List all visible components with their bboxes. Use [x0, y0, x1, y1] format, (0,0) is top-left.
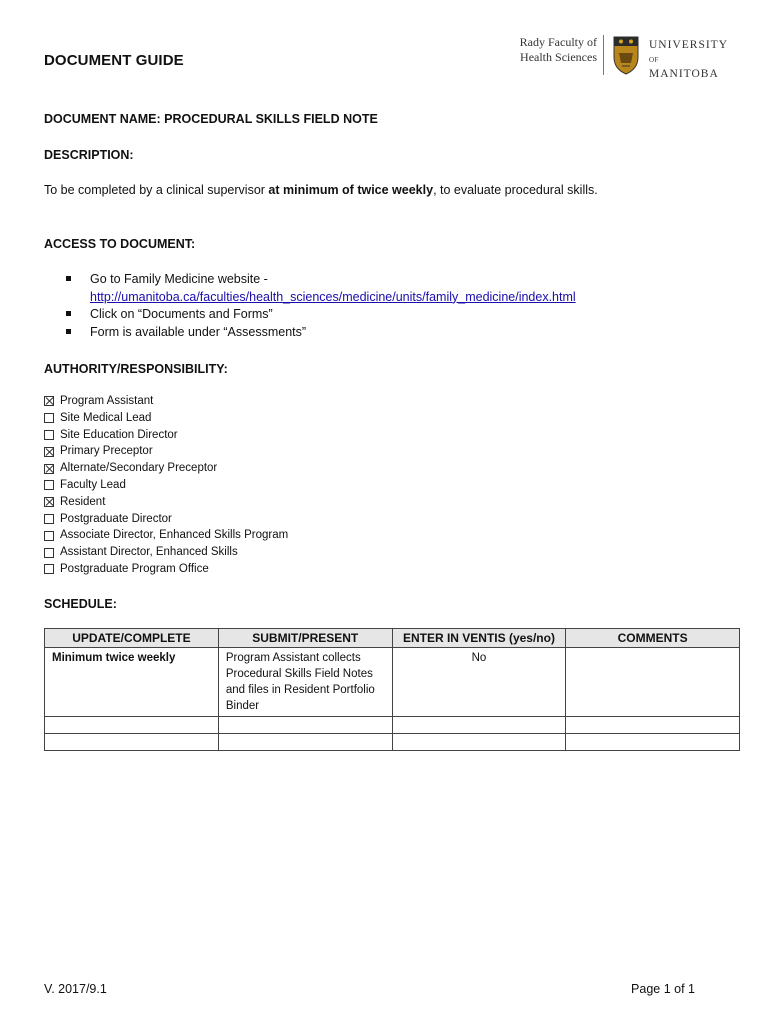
university-logo: [519, 33, 729, 79]
checkbox[interactable]: [44, 564, 54, 574]
checkbox[interactable]: [44, 531, 54, 541]
description-text: To be completed by a clinical supervisor at minimum of twice weekly, to evaluate procedural skills.: [44, 183, 598, 197]
checkbox[interactable]: [44, 548, 54, 558]
checkbox[interactable]: [44, 480, 54, 490]
table-cell[interactable]: [45, 734, 219, 751]
bullet-icon: [66, 311, 71, 316]
table-cell[interactable]: [566, 648, 740, 717]
schedule-heading: SCHEDULE:: [44, 597, 117, 611]
authority-item: Associate Director, Enhanced Skills Program: [44, 527, 288, 544]
access-list: [66, 271, 576, 341]
authority-item: Assistant Director, Enhanced Skills: [44, 544, 288, 561]
access-heading: ACCESS TO DOCUMENT:: [44, 237, 196, 251]
list-item: Form is available under “Assessments”: [66, 324, 576, 342]
table-cell[interactable]: [45, 717, 219, 734]
university-name: UNIVERSITY OF MANITOBA: [649, 39, 728, 80]
authority-item: Alternate/Secondary Preceptor: [44, 460, 288, 477]
checkbox[interactable]: [44, 413, 54, 423]
table-cell[interactable]: [566, 717, 740, 734]
checkbox[interactable]: [44, 447, 54, 457]
crest-icon: [612, 33, 640, 75]
authority-list: [44, 393, 288, 578]
schedule-table: [44, 628, 740, 751]
authority-item: Resident: [44, 494, 288, 511]
list-item: Click on “Documents and Forms”: [66, 306, 576, 324]
table-row: [45, 648, 740, 717]
table-cell[interactable]: No: [392, 648, 566, 717]
table-cell[interactable]: Minimum twice weekly: [45, 648, 219, 717]
logo-divider: [603, 35, 604, 75]
column-header: ENTER IN VENTIS (yes/no): [392, 629, 566, 648]
authority-heading: AUTHORITY/RESPONSIBILITY:: [44, 362, 228, 376]
authority-item: Primary Preceptor: [44, 443, 288, 460]
page-number: Page 1 of 1: [631, 982, 695, 996]
column-header: COMMENTS: [566, 629, 740, 648]
column-header: UPDATE/COMPLETE: [45, 629, 219, 648]
table-row: [45, 717, 740, 734]
checkbox[interactable]: [44, 464, 54, 474]
checkbox[interactable]: [44, 497, 54, 507]
description-heading: DESCRIPTION:: [44, 148, 134, 162]
authority-item: Site Education Director: [44, 427, 288, 444]
table-cell[interactable]: Program Assistant collects Procedural Skills Field Notes and files in Resident Portfolio Binder: [218, 648, 392, 717]
version-label: V. 2017/9.1: [44, 982, 107, 996]
authority-item: Site Medical Lead: [44, 410, 288, 427]
checkbox[interactable]: [44, 430, 54, 440]
checkbox[interactable]: [44, 396, 54, 406]
column-header: SUBMIT/PRESENT: [218, 629, 392, 648]
bullet-icon: [66, 329, 71, 334]
authority-item: Faculty Lead: [44, 477, 288, 494]
table-cell[interactable]: [392, 734, 566, 751]
family-medicine-link[interactable]: http://umanitoba.ca/faculties/health_sciences/medicine/units/family_medicine/index.html: [90, 289, 576, 304]
table-cell[interactable]: [392, 717, 566, 734]
checkbox[interactable]: [44, 514, 54, 524]
authority-item: Postgraduate Director: [44, 511, 288, 528]
faculty-name: Rady Faculty of Health Sciences: [519, 35, 597, 64]
document-name: DOCUMENT NAME: PROCEDURAL SKILLS FIELD NOTE: [44, 112, 378, 126]
authority-item: Postgraduate Program Office: [44, 561, 288, 578]
table-row: [45, 734, 740, 751]
page-title: DOCUMENT GUIDE: [44, 52, 184, 69]
authority-item: Program Assistant: [44, 393, 288, 410]
table-header-row: [45, 629, 740, 648]
list-item: Go to Family Medicine website - http://umanitoba.ca/faculties/health_sciences/medicine/units/family_medicine/index.html: [66, 271, 576, 306]
table-cell[interactable]: [566, 734, 740, 751]
table-cell[interactable]: [218, 734, 392, 751]
table-cell[interactable]: [218, 717, 392, 734]
bullet-icon: [66, 276, 71, 281]
